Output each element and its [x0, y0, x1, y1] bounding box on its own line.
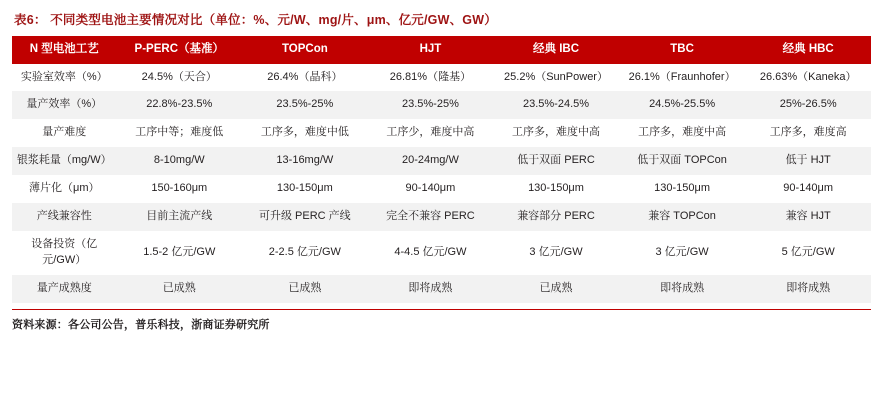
table-cell: 已成熟	[116, 275, 242, 303]
table-cell: 130-150μm	[242, 175, 368, 203]
row-label: 银浆耗量（mg/W）	[12, 147, 116, 175]
table-header	[12, 36, 871, 64]
table-row	[12, 175, 871, 203]
table-cell: 低于 HJT	[745, 147, 871, 175]
table-cell: 即将成熟	[745, 275, 871, 303]
table-row	[12, 147, 871, 175]
table-cell: 23.5%-24.5%	[493, 91, 619, 119]
table-cell: 20-24mg/W	[368, 147, 494, 175]
row-label: 薄片化（μm）	[12, 175, 116, 203]
row-label: 设备投资（亿元/GW）	[12, 231, 116, 275]
row-label: 量产效率（%）	[12, 91, 116, 119]
table-cell: 25.2%（SunPower）	[493, 64, 619, 92]
table-cell: 可升级 PERC 产线	[242, 203, 368, 231]
table-row	[12, 119, 871, 147]
column-header-process: N 型电池工艺	[12, 36, 116, 64]
table-cell: 即将成熟	[368, 275, 494, 303]
row-label: 量产成熟度	[12, 275, 116, 303]
table-cell: 目前主流产线	[116, 203, 242, 231]
column-header-hjt: HJT	[368, 36, 494, 64]
table-cell: 90-140μm	[368, 175, 494, 203]
table-cell: 3 亿元/GW	[619, 231, 746, 275]
table-cell: 已成熟	[242, 275, 368, 303]
table-cell: 已成熟	[493, 275, 619, 303]
table-cell: 26.63%（Kaneka）	[745, 64, 871, 92]
table-cell: 工序多，难度中高	[493, 119, 619, 147]
column-header-tbc: TBC	[619, 36, 746, 64]
column-header-topcon: TOPCon	[242, 36, 368, 64]
table-row	[12, 203, 871, 231]
table-cell: 23.5%-25%	[368, 91, 494, 119]
comparison-table	[12, 36, 871, 303]
table-cell: 25%-26.5%	[745, 91, 871, 119]
table-row	[12, 275, 871, 303]
table-cell: 26.81%（隆基）	[368, 64, 494, 92]
table-cell: 90-140μm	[745, 175, 871, 203]
table-cell: 26.4%（晶科）	[242, 64, 368, 92]
table-cell: 130-150μm	[619, 175, 746, 203]
table-cell: 130-150μm	[493, 175, 619, 203]
table-cell: 兼容部分 PERC	[493, 203, 619, 231]
table-cell: 工序多，难度中低	[242, 119, 368, 147]
table-cell: 兼容 HJT	[745, 203, 871, 231]
table-cell: 26.1%（Fraunhofer）	[619, 64, 746, 92]
table-cell: 低于双面 TOPCon	[619, 147, 746, 175]
table-cell: 工序少，难度中高	[368, 119, 494, 147]
table-cell: 即将成熟	[619, 275, 746, 303]
table-cell: 工序中等；难度低	[116, 119, 242, 147]
table-cell: 13-16mg/W	[242, 147, 368, 175]
table-cell: 5 亿元/GW	[745, 231, 871, 275]
column-header-hbc: 经典 HBC	[745, 36, 871, 64]
column-header-pperc: P-PERC（基准）	[116, 36, 242, 64]
table-cell: 4-4.5 亿元/GW	[368, 231, 494, 275]
table-cell: 22.8%-23.5%	[116, 91, 242, 119]
table-body	[12, 64, 871, 303]
source-note: 资料来源：各公司公告，普乐科技，浙商证券研究所	[12, 309, 871, 332]
table-cell: 1.5-2 亿元/GW	[116, 231, 242, 275]
table-row	[12, 231, 871, 275]
table-cell: 24.5%-25.5%	[619, 91, 746, 119]
table-cell: 150-160μm	[116, 175, 242, 203]
table-cell: 低于双面 PERC	[493, 147, 619, 175]
table-cell: 3 亿元/GW	[493, 231, 619, 275]
table-cell: 8-10mg/W	[116, 147, 242, 175]
row-label: 量产难度	[12, 119, 116, 147]
column-header-ibc: 经典 IBC	[493, 36, 619, 64]
header-row	[12, 36, 871, 64]
table-cell: 兼容 TOPCon	[619, 203, 746, 231]
table-row	[12, 91, 871, 119]
table-cell: 23.5%-25%	[242, 91, 368, 119]
page-title: 表6： 不同类型电池主要情况对比（单位：%、元/W、mg/片、μm、亿元/GW、GW）	[14, 13, 497, 27]
table-row	[12, 64, 871, 92]
row-label: 实验室效率（%）	[12, 64, 116, 92]
table-cell: 工序多，难度中高	[619, 119, 746, 147]
table-cell: 2-2.5 亿元/GW	[242, 231, 368, 275]
table-cell: 完全不兼容 PERC	[368, 203, 494, 231]
row-label: 产线兼容性	[12, 203, 116, 231]
table-cell: 24.5%（天合）	[116, 64, 242, 92]
table-cell: 工序多，难度高	[745, 119, 871, 147]
